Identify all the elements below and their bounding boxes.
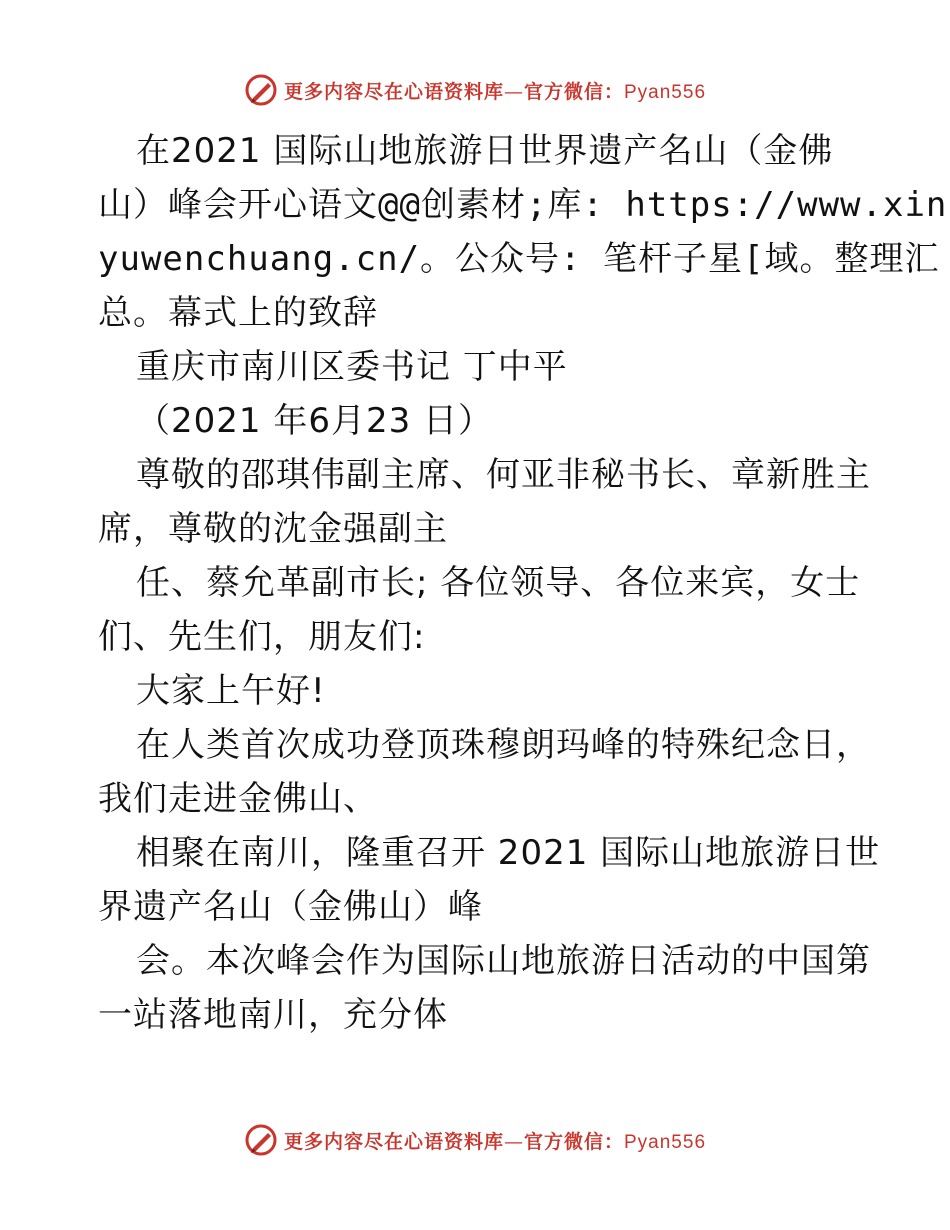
watermark-text [284,1127,706,1154]
text-line: 我们走进金佛山、 [98,779,378,819]
watermark-id: Pyan556 [624,81,707,103]
footer-watermark [0,1120,950,1160]
text-line: 尊敬的邵琪伟副主席、何亚非秘书长、章新胜主 [136,455,871,495]
watermark-id: Pyan556 [624,1131,707,1153]
text-line: 们、先生们，朋友们: [98,617,426,657]
text-line: 界遗产名山（金佛山）峰 [98,887,483,927]
watermark-label: 官方微信： [523,1130,624,1153]
watermark-title: 更多内容尽在心语资料库 [283,80,504,103]
greeting-line: 大家上午好! [136,671,326,711]
pen-logo-icon [244,73,278,107]
date-line: （2021 年6月23 日） [136,401,494,441]
text-line: 山）峰会开心语文@@创素材;库: https://www.xin [98,185,948,225]
watermark-title: 更多内容尽在心语资料库 [283,1130,504,1153]
text-line: yuwenchuang.cn/。公众号: 笔杆子星[域。整理汇 [98,239,940,279]
text-line: 在2021 国际山地旅游日世界遗产名山（金佛 [136,131,834,171]
text-line: 相聚在南川，隆重召开 2021 国际山地旅游日世 [136,833,881,873]
author-line: 重庆市南川区委书记 丁中平 [136,347,568,387]
watermark-label: 官方微信： [523,80,624,103]
document-body [98,124,948,1042]
watermark-dash: — [503,1130,524,1153]
watermark-text [284,77,706,104]
watermark-dash: — [503,80,524,103]
text-line: 总。幕式上的致辞 [98,293,378,333]
text-line: 席，尊敬的沈金强副主 [98,509,448,549]
pen-logo-icon [244,1123,278,1157]
text-line: 任、蔡允革副市长; 各位领导、各位来宾，女士 [136,563,861,603]
text-line: 在人类首次成功登顶珠穆朗玛峰的特殊纪念日， [136,725,871,765]
text-line: 会。本次峰会作为国际山地旅游日活动的中国第 [136,941,871,981]
header-watermark [0,70,950,110]
text-line: 一站落地南川，充分体 [98,995,448,1035]
